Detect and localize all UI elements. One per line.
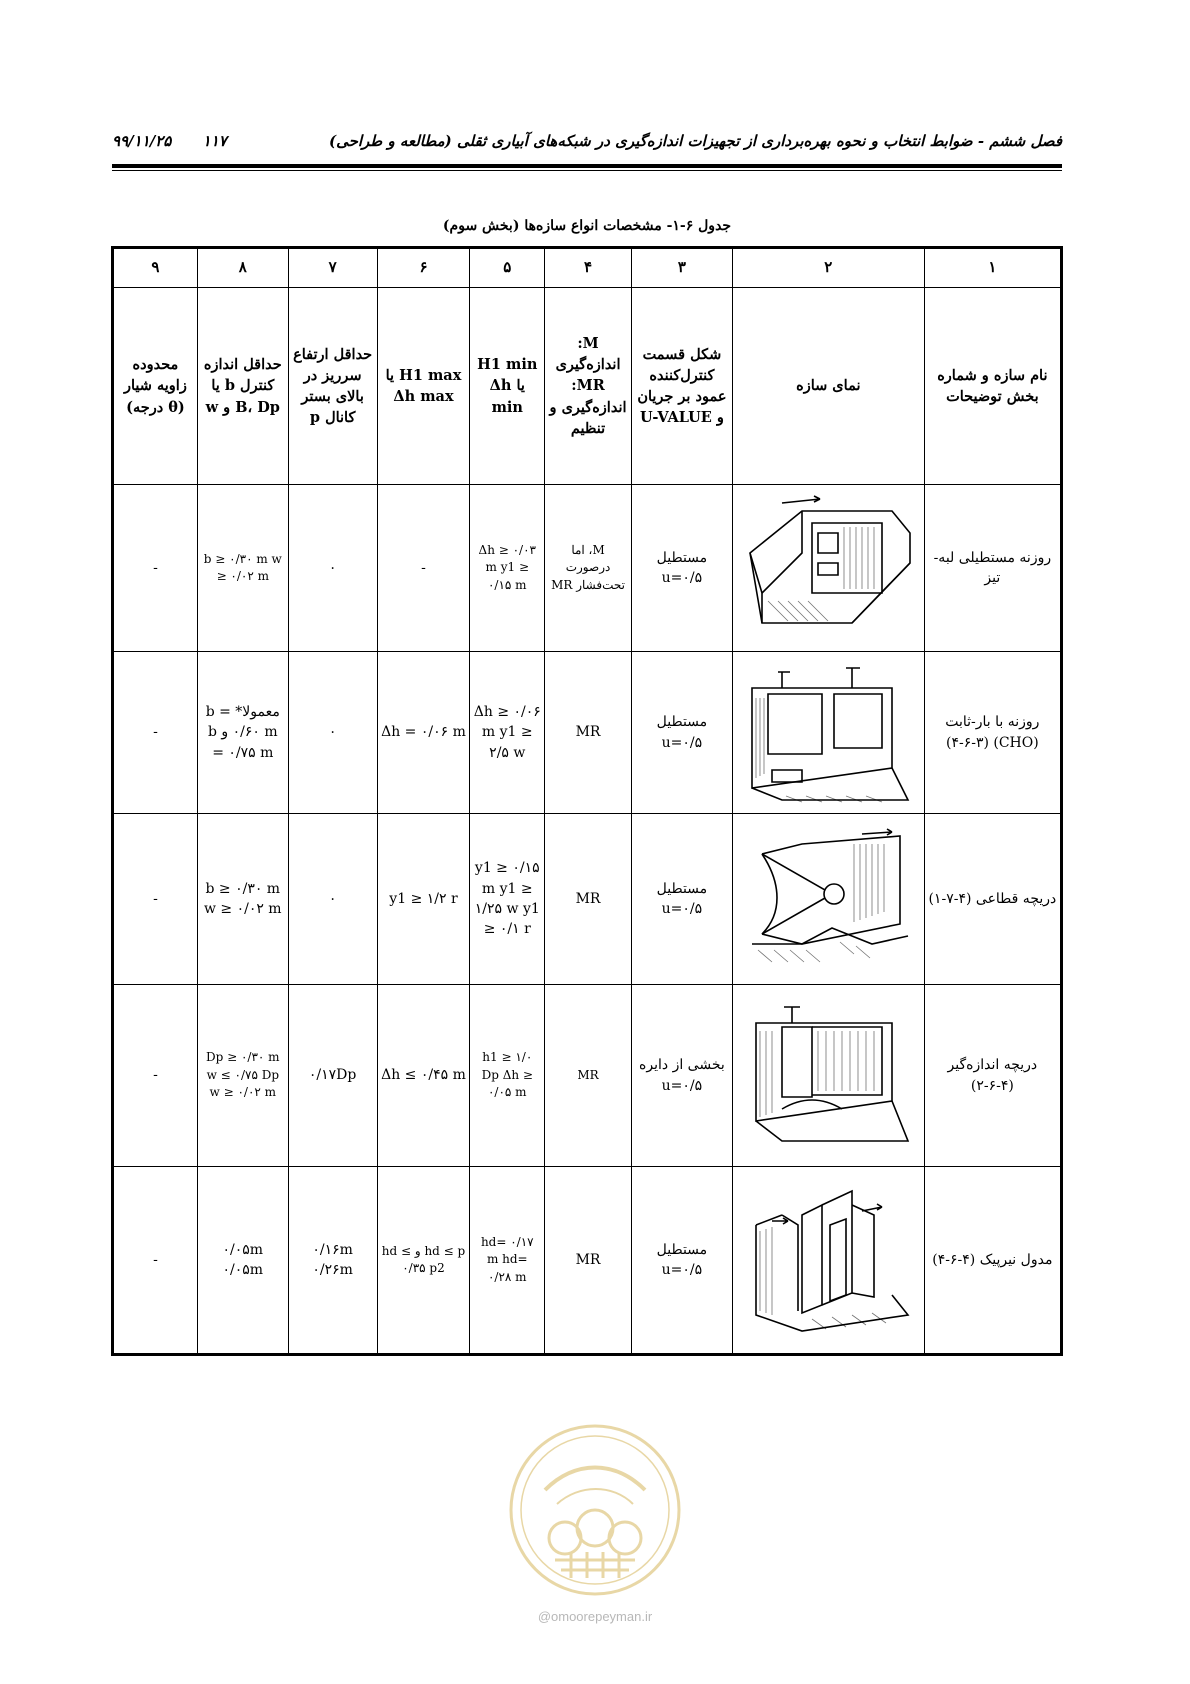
page-number: ۱۱۷ (202, 132, 227, 150)
header-date: ۹۹/۱۱/۲۵ (112, 132, 172, 150)
table-row (113, 985, 1062, 1167)
header-cell: نمای سازه (732, 288, 924, 485)
theta-value: - (113, 485, 198, 652)
metergate-drawing-svg (742, 1001, 914, 1151)
radial-gate-drawing (732, 814, 924, 985)
b-min-value: ۰/۰۵m ۰/۰۵m (197, 1167, 288, 1355)
h-min-value: hd= ۰/۱۷ m hd= ۰/۲۸ m (470, 1167, 545, 1355)
control-shape: مستطیل u=۰/۵ (631, 814, 732, 985)
col-number: ۴ (545, 248, 632, 288)
h-max-value: Δh = ۰/۰۶ m (377, 652, 470, 814)
b-min-value: b ≥ ۰/۳۰ m w ≥ ۰/۰۲ m (197, 485, 288, 652)
control-shape: بخشی از دایره u=۰/۵ (631, 985, 732, 1167)
structure-name: دریچه اندازه‌گیر (۴-۶-۲) (924, 985, 1061, 1167)
theta-value: - (113, 652, 198, 814)
sharp-crested-rectangular-orifice-drawing-svg (742, 493, 914, 643)
header-cell: حداقل اندازه کنترل b یا B، Dp و w (197, 288, 288, 485)
h-max-value: Δh ≤ ۰/۴۵ m (377, 985, 470, 1167)
measure-mode: M، اما درصورت تحت‌فشار MR (545, 485, 632, 652)
theta-value: - (113, 985, 198, 1167)
header-cell: M: اندازه‌گیری MR: اندازه‌گیری و تنظیم (545, 288, 632, 485)
b-min-value: b ≥ ۰/۳۰ m w ≥ ۰/۰۲ m (197, 814, 288, 985)
table-row (113, 652, 1062, 814)
structure-name: دریچه قطاعی (۴-۷-۱) (924, 814, 1061, 985)
header-cell: H1 min یا Δh min (470, 288, 545, 485)
col-number: ۹ (113, 248, 198, 288)
header-rule-thick (112, 164, 1062, 168)
table-caption: جدول ۶-۱- مشخصات انواع سازه‌ها (بخش سوم) (442, 218, 732, 234)
table-row (113, 814, 1062, 985)
page-number-and-date (112, 132, 227, 150)
b-min-value: Dp ≥ ۰/۳۰ m w ≤ ۰/۷۵ Dp w ≥ ۰/۰۲ m (197, 985, 288, 1167)
measure-mode: MR (545, 814, 632, 985)
constant-head-orifice-drawing (732, 652, 924, 814)
website-watermark: @omoorepeyman.ir (537, 1609, 653, 1624)
h-min-value: Δh ≥ ۰/۰۶ m y1 ≥ ۲/۵ w (470, 652, 545, 814)
structure-name: روزنه مستطیلی لبه-تیز (924, 485, 1061, 652)
constant-head-orifice-drawing-svg (742, 658, 914, 808)
header-cell: H1 max یا Δh max (377, 288, 470, 485)
sharp-crested-rectangular-orifice-drawing (732, 485, 924, 652)
page-header (112, 128, 1062, 156)
neyrpic-module-drawing-svg (742, 1185, 914, 1335)
col-number: ۵ (470, 248, 545, 288)
p-min-value: ۰ (288, 814, 377, 985)
p-min-value: ۰/۱۷Dp (288, 985, 377, 1167)
chapter-title: فصل ششم - ضوابط انتخاب و نحوه بهره‌برداری از تجهیزات اندازه‌گیری در شبکه‌های آبیاری ثقلی (مطالعه و طراحی) (328, 132, 1062, 150)
p-min-value: ۰ (288, 652, 377, 814)
h-min-value: h1 ≥ ۱/۰ Dp Δh ≥ ۰/۰۵ m (470, 985, 545, 1167)
header-cell: محدوده زاویه شیار (θ درجه) (113, 288, 198, 485)
h-min-value: y1 ≥ ۰/۱۵ m y1 ≥ ۱/۲۵ w y1 ≥ ۰/۱ r (470, 814, 545, 985)
control-shape: مستطیل u=۰/۵ (631, 1167, 732, 1355)
omoor-peyman-seal-icon (505, 1420, 685, 1600)
theta-value: - (113, 1167, 198, 1355)
col-number: ۷ (288, 248, 377, 288)
col-number: ۲ (732, 248, 924, 288)
theta-value: - (113, 814, 198, 985)
measure-mode: MR (545, 985, 632, 1167)
neyrpic-module-drawing (732, 1167, 924, 1355)
h-max-value: - (377, 485, 470, 652)
header-cell: حداقل ارتفاع سرریز در بالای بستر کانال p (288, 288, 377, 485)
header-cell: نام سازه و شماره بخش توضیحات (924, 288, 1061, 485)
col-number: ۱ (924, 248, 1061, 288)
p-min-value: ۰/۱۶m ۰/۲۶m (288, 1167, 377, 1355)
col-number: ۸ (197, 248, 288, 288)
col-number: ۶ (377, 248, 470, 288)
table-row (113, 485, 1062, 652)
header-rule-thin (112, 170, 1062, 171)
p-min-value: ۰ (288, 485, 377, 652)
h-max-value: hd ≤ p و hd ≤ ۰/۳۵ p2 (377, 1167, 470, 1355)
measure-mode: MR (545, 1167, 632, 1355)
b-min-value: معمولا* b = ۰/۶۰ m و b = ۰/۷۵ m (197, 652, 288, 814)
structure-name: روزنه با بار-ثابت (CHO) (۴-۶-۳) (924, 652, 1061, 814)
header-row (113, 288, 1062, 485)
column-number-row (113, 248, 1062, 288)
h-min-value: Δh ≥ ۰/۰۳ m y1 ≥ ۰/۱۵ m (470, 485, 545, 652)
radial-gate-drawing-svg (742, 824, 914, 974)
h-max-value: y1 ≥ ۱/۲ r (377, 814, 470, 985)
measure-mode: MR (545, 652, 632, 814)
metergate-drawing (732, 985, 924, 1167)
col-number: ۳ (631, 248, 732, 288)
structure-name: مدول نیرپیک (۴-۶-۴) (924, 1167, 1061, 1355)
control-shape: مستطیل u=۰/۵ (631, 652, 732, 814)
header-cell: شکل قسمت کنترل‌کننده عمود بر جریان و U-VALUE (631, 288, 732, 485)
table-row (113, 1167, 1062, 1355)
control-shape: مستطیل u=۰/۵ (631, 485, 732, 652)
structures-table (111, 246, 1063, 1356)
